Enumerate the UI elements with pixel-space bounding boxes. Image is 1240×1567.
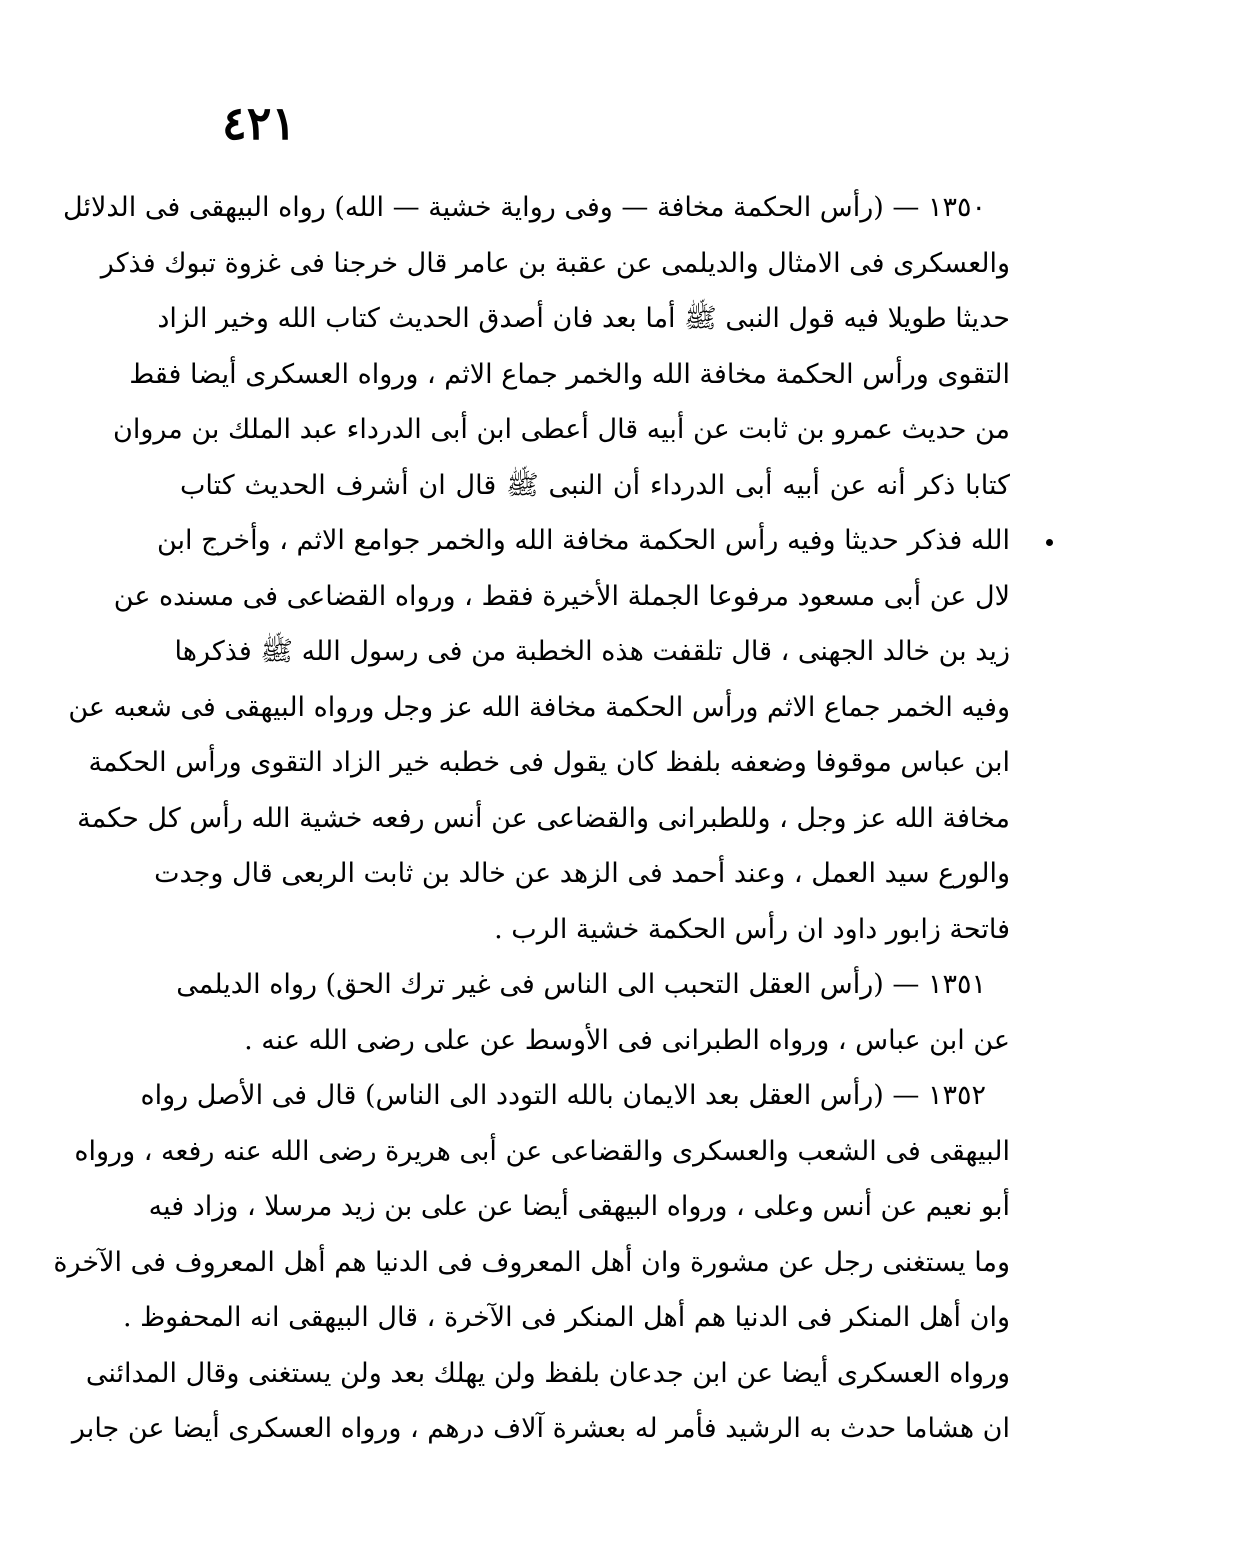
text-line: الله فذكر حديثا وفيه رأس الحكمة مخافة الله والخمر جوامع الاثم ، وأخرج ابن	[156, 525, 1010, 556]
text-line: ورواه العسكرى أيضا عن ابن جدعان بلفظ ولن يهلك بعد ولن يستغنى وقال المدائنى	[85, 1357, 1010, 1389]
text-line: كتابا ذكر أنه عن أبيه أبى الدرداء أن النبى ﷺ قال ان أشرف الحديث كتاب	[180, 469, 1010, 501]
text-line: والعسكرى فى الامثال والديلمى عن عقبة بن عامر قال خرجنا فى غزوة تبوك فذكر	[100, 247, 1010, 279]
text-line: وما يستغنى رجل عن مشورة وان أهل المعروف فى الدنيا هم أهل المعروف فى الآخرة	[53, 1246, 1010, 1278]
text-line-hadith-1351: ١٣٥١ — (رأس العقل التحبب الى الناس فى غير ترك الحق) رواه الديلمى	[176, 969, 986, 1000]
text-line: لال عن أبى مسعود مرفوعا الجملة الأخيرة فقط ، ورواه القضاعى فى مسنده عن	[113, 580, 1010, 612]
text-line: مخافة الله عز وجل ، وللطبرانى والقضاعى عن أنس رفعه خشية الله رأس كل حكمة	[77, 802, 1010, 834]
text-line: البيهقى فى الشعب والعسكرى والقضاعى عن أبى هريرة رضى الله عنه رفعه ، ورواه	[74, 1135, 1010, 1167]
text-line: زيد بن خالد الجهنى ، قال تلقفت هذه الخطبة من فى رسول الله ﷺ فذكرها	[174, 636, 1010, 667]
margin-mark	[1046, 539, 1053, 546]
text-line: أبو نعيم عن أنس وعلى ، ورواه البيهقى أيضا عن على بن زيد مرسلا ، وزاد فيه	[148, 1191, 1010, 1222]
text-line: عن ابن عباس ، ورواه الطبرانى فى الأوسط عن على رضى الله عنه .	[244, 1024, 1010, 1056]
text-line: والورع سيد العمل ، وعند أحمد فى الزهد عن خالد بن ثابت الربعى قال وجدت	[154, 858, 1010, 889]
text-line: وفيه الخمر جماع الاثم ورأس الحكمة مخافة الله عز وجل ورواه البيهقى فى شعبه عن	[68, 691, 1010, 723]
text-line: وان أهل المنكر فى الدنيا هم أهل المنكر فى الآخرة ، قال البيهقى انه المحفوظ .	[122, 1302, 1010, 1333]
body-text	[53, 180, 1010, 1457]
text-line: من حديث عمرو بن ثابت عن أبيه قال أعطى ابن أبى الدرداء عبد الملك بن مروان	[113, 414, 1010, 445]
text-line: ابن عباس موقوفا وضعفه بلفظ كان يقول فى خطبه خير الزاد التقوى ورأس الحكمة	[88, 747, 1010, 778]
text-line: حديثا طويلا فيه قول النبى ﷺ أما بعد فان أصدق الحديث كتاب الله وخير الزاد	[157, 303, 1010, 334]
text-line: ان هشاما حدث به الرشيد فأمر له بعشرة آلاف درهم ، ورواه العسكرى أيضا عن جابر	[71, 1413, 1010, 1444]
page-number: ٤٢١	[222, 96, 297, 150]
text-line: التقوى ورأس الحكمة مخافة الله والخمر جماع الاثم ، ورواه العسكرى أيضا فقط	[129, 358, 1010, 390]
text-line: فاتحة زابور داود ان رأس الحكمة خشية الرب .	[494, 913, 1010, 945]
text-line-hadith-1350: ١٣٥٠ — (رأس الحكمة مخافة — وفى رواية خشية — الله) رواه البيهقى فى الدلائل	[63, 192, 986, 223]
text-line-hadith-1352: ١٣٥٢ — (رأس العقل بعد الايمان بالله التودد الى الناس) قال فى الأصل رواه	[140, 1080, 986, 1111]
